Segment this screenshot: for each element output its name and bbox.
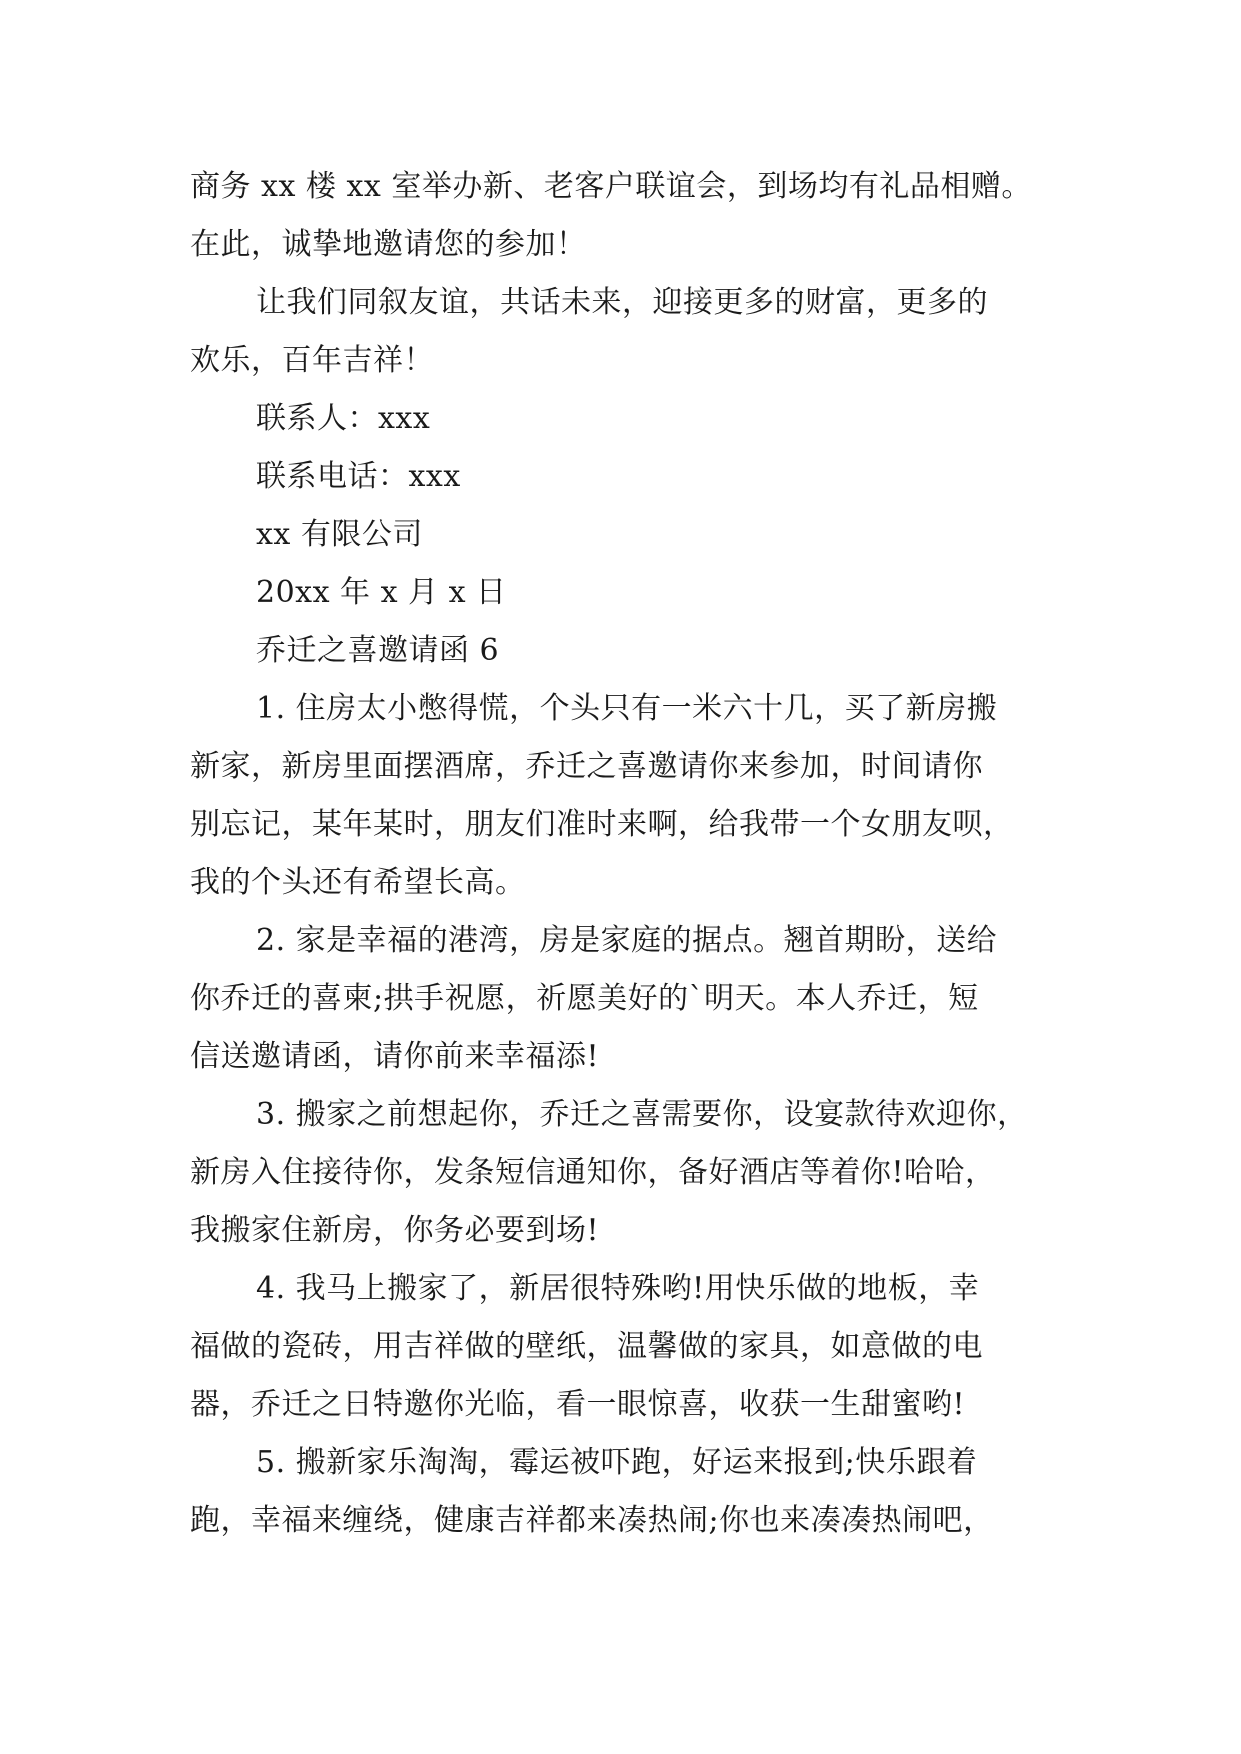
company-name-line: xx 有限公司 [256, 517, 423, 552]
text-line: 4. 我马上搬家了，新居很特殊哟!用快乐做的地板，幸 [256, 1271, 980, 1306]
contact-person-line: 联系人：xxx [256, 401, 431, 436]
text-line: 1. 住房太小憋得慌，个头只有一米六十几，买了新房搬 [256, 691, 998, 726]
contact-phone-line: 联系电话：xxx [256, 459, 461, 494]
text-line: 别忘记，某年某时，朋友们准时来啊，给我带一个女朋友呗， [190, 807, 1014, 842]
text-line: 新家，新房里面摆酒席，乔迁之喜邀请你来参加，时间请你 [190, 749, 983, 784]
text-line: 3. 搬家之前想起你，乔迁之喜需要你，设宴款待欢迎你， [256, 1097, 1028, 1132]
text-line: 跑，幸福来缠绕，健康吉祥都来凑热闹;你也来凑凑热闹吧， [190, 1503, 994, 1538]
text-line: 福做的瓷砖，用吉祥做的壁纸，温馨做的家具，如意做的电 [190, 1329, 983, 1364]
date-line: 20xx 年 x 月 x 日 [256, 575, 507, 610]
section-heading: 乔迁之喜邀请函 6 [256, 633, 500, 668]
text-line: 5. 搬新家乐淘淘，霉运被吓跑，好运来报到;快乐跟着 [256, 1445, 978, 1480]
text-line: 信送邀请函，请你前来幸福添! [190, 1039, 600, 1074]
text-line: 新房入住接待你，发条短信通知你，备好酒店等着你!哈哈， [190, 1155, 996, 1190]
text-line: 2. 家是幸福的港湾，房是家庭的据点。翘首期盼，送给 [256, 923, 998, 958]
text-line: 在此，诚挚地邀请您的参加！ [190, 227, 587, 262]
text-line: 欢乐，百年吉祥！ [190, 343, 434, 378]
document-body [190, 158, 1050, 1550]
text-line: 商务 xx 楼 xx 室举办新、老客户联谊会，到场均有礼品相赠。 [190, 169, 1032, 204]
text-line: 你乔迁的喜柬;拱手祝愿，祈愿美好的`明天。本人乔迁，短 [190, 981, 979, 1016]
text-line: 让我们同叙友谊，共话未来，迎接更多的财富，更多的 [256, 285, 988, 320]
text-line: 我的个头还有希望长高。 [190, 865, 526, 900]
text-line: 器，乔迁之日特邀你光临，看一眼惊喜，收获一生甜蜜哟! [190, 1387, 966, 1422]
text-line: 我搬家住新房，你务必要到场! [190, 1213, 600, 1248]
